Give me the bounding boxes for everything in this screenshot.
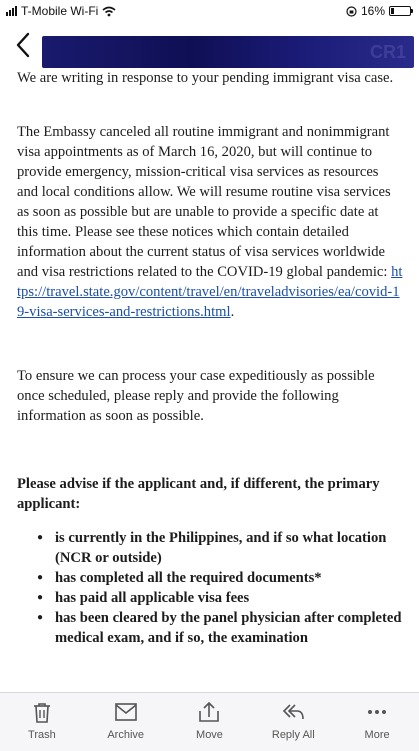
intro-paragraph: We are writing in response to your pending immigrant visa case. (17, 70, 394, 86)
archive-button[interactable] (91, 693, 161, 741)
redaction-block (50, 42, 55, 63)
orientation-lock-icon (346, 6, 357, 17)
subject-fragment: CR1 (369, 41, 406, 62)
reply-all-button[interactable] (258, 693, 328, 741)
carrier-label: T-Mobile Wi-Fi (21, 4, 99, 18)
trash-icon (30, 701, 54, 723)
status-bar (0, 0, 419, 22)
signal-icon (6, 6, 17, 16)
redacted-subject (42, 36, 414, 68)
chevron-left-icon (15, 32, 31, 58)
more-label: More (364, 729, 390, 741)
list-item: ● has been cleared by the panel physician after completed medical exam, and if so, the examination (39, 608, 403, 648)
move-label: Move (196, 729, 223, 741)
notice-text: The Embassy canceled all routine immigrant and nonimmigrant visa appointments as of March 16, 2020, but will continue to provide emergency, mission-critical visa services as resources and local conditions allow. We will resume routine visa services as soon as possible but are unable to provide a specific date at this time. Please see these notices which contain detailed information about the current status of visa services worldwide and visa restrictions related to the COVID-19 global pandemic: (17, 124, 392, 280)
nav-header (0, 22, 419, 68)
more-button[interactable] (342, 693, 412, 741)
reply-all-label: Reply All (271, 729, 315, 741)
archive-icon (114, 701, 138, 723)
wifi-icon (102, 6, 116, 17)
move-button[interactable] (174, 693, 244, 741)
list-item: ● has completed all the required documents* (39, 568, 403, 588)
advise-heading: Please advise if the applicant and, if different, the primary applicant: (17, 476, 380, 512)
notice-paragraph (17, 122, 403, 322)
more-icon (365, 701, 389, 723)
trash-label: Trash (28, 729, 56, 741)
battery-fill (391, 8, 394, 14)
back-button[interactable] (8, 28, 38, 62)
battery-icon (389, 6, 411, 16)
archive-label: Archive (107, 729, 145, 741)
trash-button[interactable] (7, 693, 77, 741)
move-icon (197, 701, 221, 723)
notice-end: . (230, 304, 235, 320)
bottom-toolbar (0, 692, 419, 751)
status-right (346, 4, 411, 18)
status-left (6, 4, 116, 18)
requirements-list (17, 528, 403, 648)
reply-all-icon (281, 701, 305, 723)
process-paragraph: To ensure we can process your case expeditiously as possible once scheduled, please reply and provide the following information as soon as possible. (17, 368, 375, 424)
covid-notice-link[interactable]: https://travel.state.gov/content/travel/en/traveladvisories/ea/covid-19-visa-services-and-restrictions.html (17, 264, 403, 320)
battery-percent: 16% (360, 4, 385, 18)
list-item: ● has paid all applicable visa fees (39, 588, 403, 608)
list-item: ● is currently in the Philippines, and if so what location (NCR or outside) (39, 528, 403, 568)
email-body (17, 68, 403, 648)
